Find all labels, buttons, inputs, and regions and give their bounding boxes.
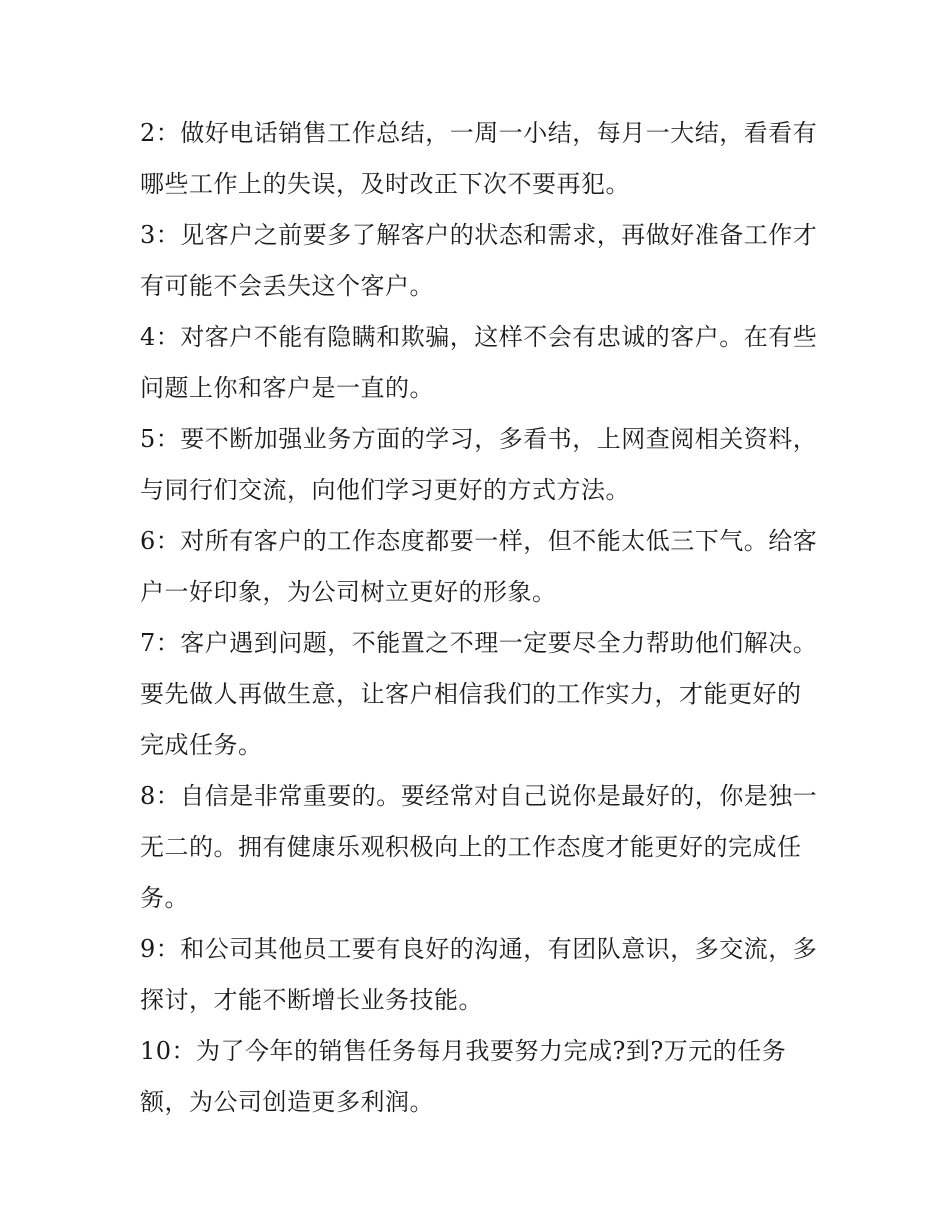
list-item-10: 10：为了今年的销售任务每月我要努力完成?到?万元的任务额，为公司创造更多利润。	[140, 1037, 787, 1116]
list-item-6: 6：对所有客户的工作态度都要一样，但不能太低三下气。给客户一好印象，为公司树立更好的形象。	[140, 527, 818, 606]
list-item-8: 8：自信是非常重要的。要经常对自己说你是最好的，你是独一无二的。拥有健康乐观积极向上的工作态度才能更好的完成任务。	[140, 782, 818, 912]
list-item-3: 3：见客户之前要多了解客户的状态和需求，再做好准备工作才有可能不会丢失这个客户。	[140, 221, 818, 300]
list-item-9: 9：和公司其他员工要有良好的沟通，有团队意识，多交流，多探讨，才能不断增长业务技能。	[140, 935, 818, 1014]
list-item-7: 7：客户遇到问题，不能置之不理一定要尽全力帮助他们解决。要先做人再做生意，让客户相信我们的工作实力，才能更好的完成任务。	[140, 629, 818, 759]
document-body	[140, 108, 820, 1128]
list-item-2: 2：做好电话销售工作总结，一周一小结，每月一大结，看看有哪些工作上的失误，及时改正下次不要再犯。	[140, 119, 818, 198]
list-item-5: 5：要不断加强业务方面的学习，多看书，上网查阅相关资料，与同行们交流，向他们学习更好的方式方法。	[140, 425, 818, 504]
list-item-4: 4：对客户不能有隐瞒和欺骗，这样不会有忠诚的客户。在有些问题上你和客户是一直的。	[140, 323, 818, 402]
